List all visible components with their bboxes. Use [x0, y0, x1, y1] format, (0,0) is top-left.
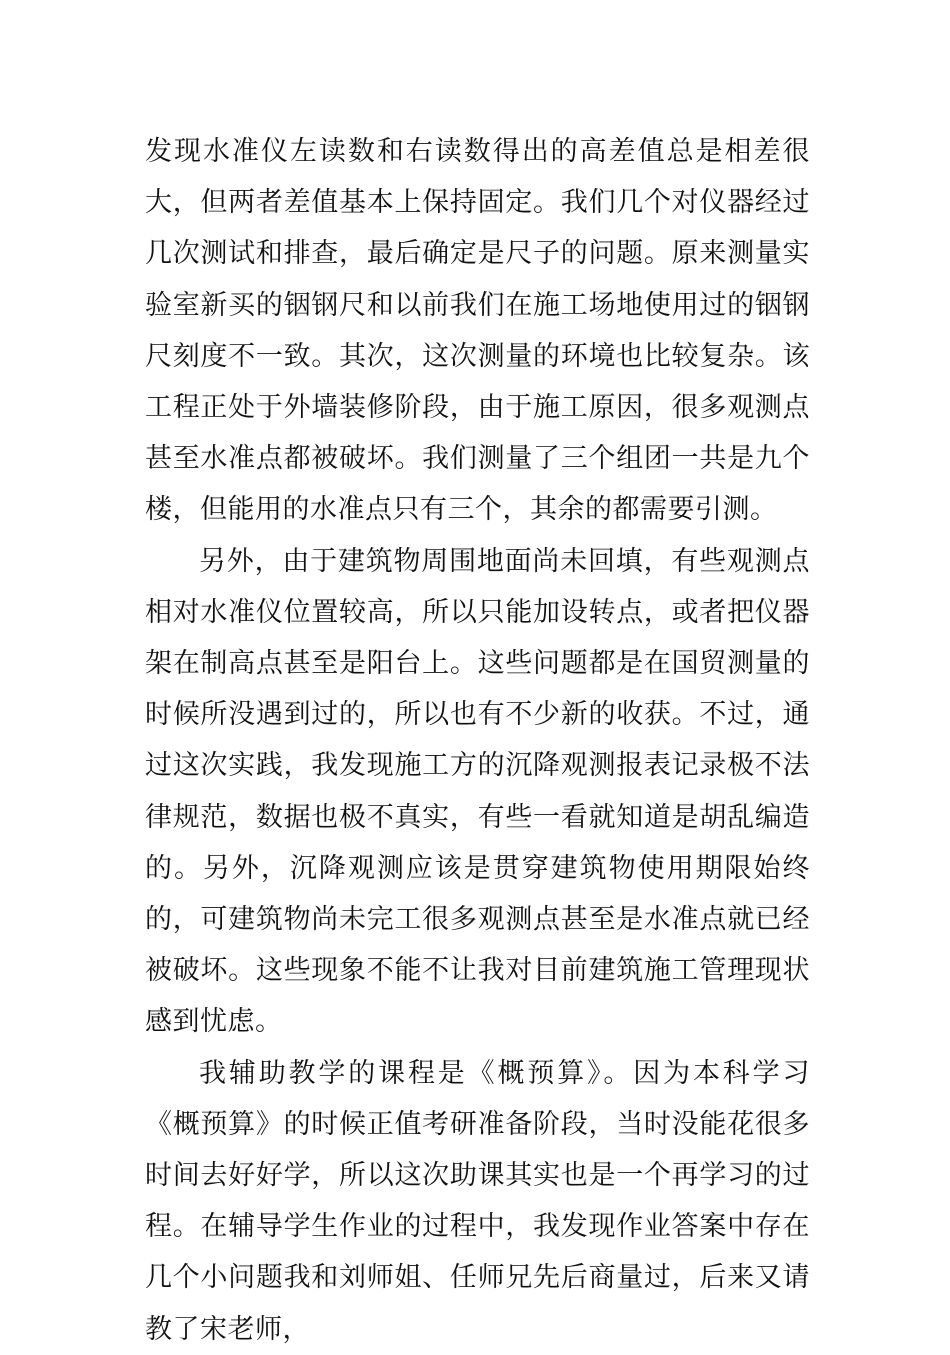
paragraph-2: 另外，由于建筑物周围地面尚未回填，有些观测点相对水准仪位置较高，所以只能加设转点，或者把仪器架在制高点甚至是阳台上。这些问题都是在国贸测量的时候所没遇到过的，所以也有不少新的收获。不过，通过这次实践，我发现施工方的沉降观测报表记录极不法律规范，数据也极不真实，有些一看就知道是胡乱编造的。另外，沉降观测应该是贯穿建筑物使用期限始终的，可建筑物尚未完工很多观测点甚至是水准点就已经被破坏。这些现象不能不让我对目前建筑施工管理现状感到忧虑。	[145, 545, 810, 1038]
paragraph-1: 发现水准仪左读数和右读数得出的高差值总是相差很大，但两者差值基本上保持固定。我们几个对仪器经过几次测试和排查，最后确定是尺子的问题。原来测量实验室新买的铟钢尺和以前我们在施工场地使用过的铟钢尺刻度不一致。其次，这次测量的环境也比较复杂。该工程正处于外墙装修阶段，由于施工原因，很多观测点甚至水准点都被破坏。我们测量了三个组团一共是九个楼，但能用的水准点只有三个，其余的都需要引测。	[145, 136, 810, 526]
paragraph-3: 我辅助教学的课程是《概预算》。因为本科学习《概预算》的时候正值考研准备阶段，当时没能花很多时间去好好学，所以这次助课其实也是一个再学习的过程。在辅导学生作业的过程中，我发现作业答案中存在几个小问题我和刘师姐、任师兄先后商量过，后来又请教了宋老师，	[145, 1057, 810, 1345]
document-body	[145, 126, 810, 1355]
